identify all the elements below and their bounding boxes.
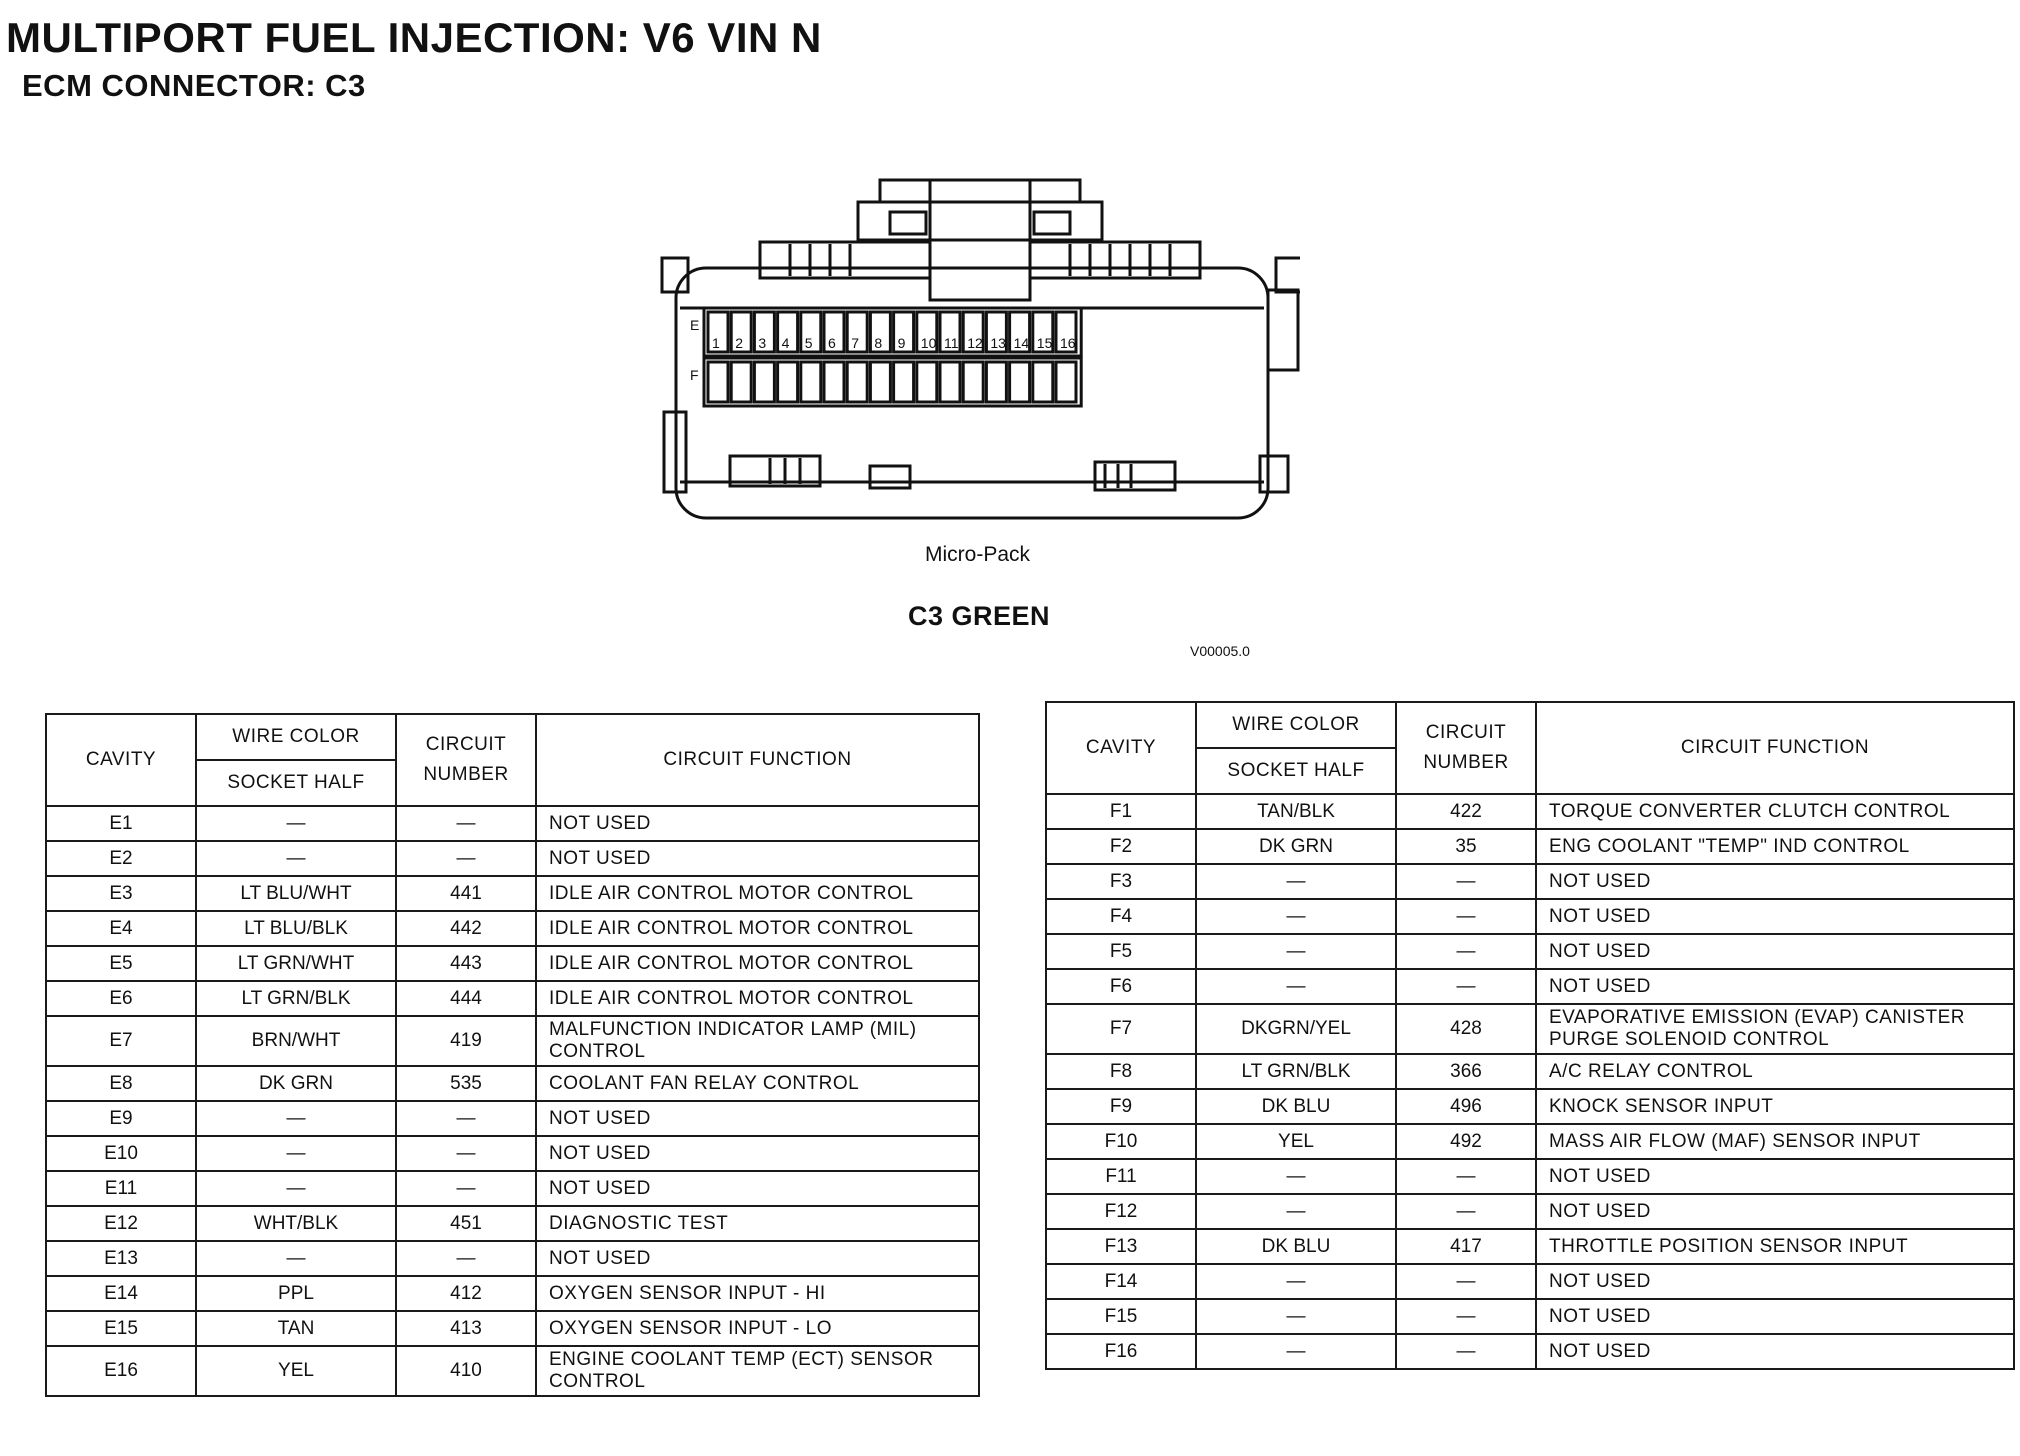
circuit-function-cell: A/C RELAY CONTROL bbox=[1536, 1054, 2014, 1089]
header-cavity: CAVITY bbox=[46, 714, 196, 806]
cavity-cell: E3 bbox=[46, 876, 196, 911]
circuit-function-cell: NOT USED bbox=[536, 806, 979, 841]
circuit-number-cell: — bbox=[1396, 1334, 1536, 1369]
pin-number-label: 10 bbox=[920, 335, 937, 351]
circuit-number-cell: 535 bbox=[396, 1066, 536, 1101]
cavity-cell: F6 bbox=[1046, 969, 1196, 1004]
header-wire-color: WIRE COLOR bbox=[196, 714, 396, 760]
wire-color-cell: DK BLU bbox=[1196, 1229, 1396, 1264]
table-row bbox=[46, 946, 979, 981]
wire-color-cell: — bbox=[1196, 1334, 1396, 1369]
cavity-cell: F13 bbox=[1046, 1229, 1196, 1264]
wire-color-cell: — bbox=[196, 841, 396, 876]
circuit-function-cell: IDLE AIR CONTROL MOTOR CONTROL bbox=[536, 946, 979, 981]
circuit-function-cell: TORQUE CONVERTER CLUTCH CONTROL bbox=[1536, 794, 2014, 829]
cavity-cell: F5 bbox=[1046, 934, 1196, 969]
header-socket-half: SOCKET HALF bbox=[196, 760, 396, 806]
circuit-function-cell: MASS AIR FLOW (MAF) SENSOR INPUT bbox=[1536, 1124, 2014, 1159]
pin-cavity bbox=[731, 362, 751, 402]
table-row bbox=[46, 1311, 979, 1346]
wire-color-cell: WHT/BLK bbox=[196, 1206, 396, 1241]
diagram-caption: Micro-Pack bbox=[925, 543, 1031, 566]
circuit-number-cell: 492 bbox=[1396, 1124, 1536, 1159]
wire-color-cell: LT GRN/WHT bbox=[196, 946, 396, 981]
pin-cavity bbox=[824, 362, 844, 402]
circuit-function-cell: OXYGEN SENSOR INPUT - HI bbox=[536, 1276, 979, 1311]
cavity-cell: F16 bbox=[1046, 1334, 1196, 1369]
wire-color-cell: DK GRN bbox=[1196, 829, 1396, 864]
table-row bbox=[46, 1346, 979, 1396]
page-title: MULTIPORT FUEL INJECTION: V6 VIN N bbox=[6, 14, 822, 61]
pin-number-label: 11 bbox=[944, 335, 959, 351]
pin-number-label: 12 bbox=[967, 335, 983, 351]
table-row bbox=[46, 1276, 979, 1311]
wire-color-cell: LT BLU/BLK bbox=[196, 911, 396, 946]
circuit-function-cell: NOT USED bbox=[1536, 1334, 2014, 1369]
circuit-number-cell: 413 bbox=[396, 1311, 536, 1346]
cavity-cell: E5 bbox=[46, 946, 196, 981]
pin-number-label: 2 bbox=[735, 335, 743, 351]
pin-number-label: 14 bbox=[1013, 335, 1030, 351]
table-row bbox=[1046, 1229, 2014, 1264]
circuit-number-cell: 428 bbox=[1396, 1004, 1536, 1054]
header-circuit-number: CIRCUIT NUMBER bbox=[396, 714, 536, 806]
table-row bbox=[1046, 1334, 2014, 1369]
cavity-cell: E7 bbox=[46, 1016, 196, 1066]
circuit-number-cell: 419 bbox=[396, 1016, 536, 1066]
wire-color-cell: BRN/WHT bbox=[196, 1016, 396, 1066]
cavity-cell: E1 bbox=[46, 806, 196, 841]
table-row bbox=[1046, 1299, 2014, 1334]
table-row bbox=[46, 841, 979, 876]
table-row bbox=[1046, 1089, 2014, 1124]
circuit-function-cell: NOT USED bbox=[1536, 934, 2014, 969]
circuit-function-cell: NOT USED bbox=[1536, 864, 2014, 899]
connector-diagram bbox=[640, 160, 1300, 540]
circuit-function-cell: EVAPORATIVE EMISSION (EVAP) CANISTER PURGE SOLENOID CONTROL bbox=[1536, 1004, 2014, 1054]
circuit-number-cell: 412 bbox=[396, 1276, 536, 1311]
cavity-cell: E10 bbox=[46, 1136, 196, 1171]
pin-cavity bbox=[708, 362, 728, 402]
wire-color-cell: DKGRN/YEL bbox=[1196, 1004, 1396, 1054]
circuit-function-cell: NOT USED bbox=[536, 1101, 979, 1136]
circuit-function-cell: NOT USED bbox=[1536, 1194, 2014, 1229]
pin-cavity bbox=[1033, 362, 1053, 402]
circuit-function-cell: IDLE AIR CONTROL MOTOR CONTROL bbox=[536, 911, 979, 946]
cavity-cell: F11 bbox=[1046, 1159, 1196, 1194]
pin-number-label: 6 bbox=[828, 335, 836, 351]
cavity-cell: F2 bbox=[1046, 829, 1196, 864]
ear-bottom-right bbox=[1260, 456, 1288, 492]
table-row bbox=[1046, 1194, 2014, 1229]
pin-row-label: F bbox=[690, 367, 699, 383]
cavity-cell: E8 bbox=[46, 1066, 196, 1101]
pin-number-label: 3 bbox=[758, 335, 767, 351]
table-row bbox=[1046, 934, 2014, 969]
rib-lines-left bbox=[790, 244, 850, 276]
wire-color-cell: — bbox=[1196, 934, 1396, 969]
cavity-cell: E2 bbox=[46, 841, 196, 876]
pinout-table-f bbox=[1045, 701, 2015, 1370]
cavity-cell: F15 bbox=[1046, 1299, 1196, 1334]
cavity-cell: F14 bbox=[1046, 1264, 1196, 1299]
cavity-cell: E16 bbox=[46, 1346, 196, 1396]
key-left-lines bbox=[770, 458, 800, 484]
header-circuit-number: CIRCUIT NUMBER bbox=[1396, 702, 1536, 794]
cavity-cell: F4 bbox=[1046, 899, 1196, 934]
pin-number-label: 7 bbox=[851, 335, 859, 351]
wire-color-cell: — bbox=[1196, 1159, 1396, 1194]
circuit-number-cell: — bbox=[396, 1136, 536, 1171]
table-row bbox=[46, 1066, 979, 1101]
cavity-cell: F8 bbox=[1046, 1054, 1196, 1089]
circuit-function-cell: THROTTLE POSITION SENSOR INPUT bbox=[1536, 1229, 2014, 1264]
circuit-number-cell: 422 bbox=[1396, 794, 1536, 829]
circuit-function-cell: IDLE AIR CONTROL MOTOR CONTROL bbox=[536, 876, 979, 911]
wire-color-cell: TAN bbox=[196, 1311, 396, 1346]
circuit-number-cell: — bbox=[396, 1171, 536, 1206]
pin-cavity bbox=[963, 362, 983, 402]
wire-color-cell: — bbox=[1196, 1264, 1396, 1299]
ear-top-right bbox=[1276, 258, 1300, 292]
circuit-function-cell: NOT USED bbox=[536, 1171, 979, 1206]
cavity-cell: E14 bbox=[46, 1276, 196, 1311]
circuit-function-cell: OXYGEN SENSOR INPUT - LO bbox=[536, 1311, 979, 1346]
wire-color-cell: — bbox=[1196, 1194, 1396, 1229]
wire-color-cell: — bbox=[196, 1241, 396, 1276]
key-notch bbox=[870, 466, 910, 488]
circuit-number-cell: 441 bbox=[396, 876, 536, 911]
circuit-number-cell: — bbox=[396, 806, 536, 841]
pin-cavity bbox=[894, 362, 914, 402]
pin-number-label: 15 bbox=[1036, 335, 1053, 351]
header-cavity: CAVITY bbox=[1046, 702, 1196, 794]
circuit-function-cell: MALFUNCTION INDICATOR LAMP (MIL) CONTROL bbox=[536, 1016, 979, 1066]
wire-color-cell: — bbox=[1196, 969, 1396, 1004]
wire-color-cell: — bbox=[1196, 899, 1396, 934]
table-row bbox=[46, 1206, 979, 1241]
wire-color-cell: TAN/BLK bbox=[1196, 794, 1396, 829]
circuit-number-cell: — bbox=[1396, 899, 1536, 934]
wire-color-cell: DK BLU bbox=[1196, 1089, 1396, 1124]
wire-color-cell: LT GRN/BLK bbox=[1196, 1054, 1396, 1089]
figure-code: V00005.0 bbox=[1190, 643, 1250, 659]
ear-right bbox=[1268, 290, 1298, 370]
circuit-function-cell: NOT USED bbox=[1536, 899, 2014, 934]
table-row bbox=[1046, 969, 2014, 1004]
circuit-number-cell: 417 bbox=[1396, 1229, 1536, 1264]
cavity-cell: E6 bbox=[46, 981, 196, 1016]
pin-row-label: E bbox=[690, 317, 700, 333]
wire-color-cell: — bbox=[1196, 1299, 1396, 1334]
table-row bbox=[46, 981, 979, 1016]
cavity-cell: E9 bbox=[46, 1101, 196, 1136]
circuit-number-cell: 443 bbox=[396, 946, 536, 981]
circuit-number-cell: — bbox=[1396, 1264, 1536, 1299]
circuit-number-cell: 444 bbox=[396, 981, 536, 1016]
table-row bbox=[46, 911, 979, 946]
rib-left bbox=[760, 242, 930, 278]
rib-lines-right bbox=[1070, 244, 1170, 276]
cavity-cell: E15 bbox=[46, 1311, 196, 1346]
circuit-number-cell: 35 bbox=[1396, 829, 1536, 864]
table-row bbox=[1046, 899, 2014, 934]
table-row bbox=[46, 876, 979, 911]
circuit-function-cell: ENG COOLANT "TEMP" IND CONTROL bbox=[1536, 829, 2014, 864]
cavity-cell: F7 bbox=[1046, 1004, 1196, 1054]
cavity-cell: F12 bbox=[1046, 1194, 1196, 1229]
circuit-function-cell: NOT USED bbox=[536, 1241, 979, 1276]
table-row bbox=[1046, 794, 2014, 829]
pin-cavity bbox=[778, 362, 798, 402]
header-circuit-function: CIRCUIT FUNCTION bbox=[536, 714, 979, 806]
latch-top bbox=[880, 180, 1080, 202]
table-row bbox=[46, 1171, 979, 1206]
ear-top-left bbox=[662, 258, 688, 292]
pin-number-label: 5 bbox=[804, 335, 813, 351]
wire-color-cell: — bbox=[196, 1101, 396, 1136]
wire-color-cell: — bbox=[1196, 864, 1396, 899]
header-wire-color: WIRE COLOR bbox=[1196, 702, 1396, 748]
pin-cavity bbox=[801, 362, 821, 402]
table-row bbox=[46, 806, 979, 841]
pin-number-label: 13 bbox=[990, 335, 1006, 351]
cavity-cell: E4 bbox=[46, 911, 196, 946]
table-row bbox=[46, 1241, 979, 1276]
key-right bbox=[1095, 462, 1175, 490]
wire-color-cell: DK GRN bbox=[196, 1066, 396, 1101]
cavity-cell: F3 bbox=[1046, 864, 1196, 899]
circuit-number-cell: — bbox=[1396, 864, 1536, 899]
latch-slot-right bbox=[1034, 212, 1070, 234]
circuit-number-cell: — bbox=[1396, 969, 1536, 1004]
circuit-function-cell: KNOCK SENSOR INPUT bbox=[1536, 1089, 2014, 1124]
connector-color-label: C3 GREEN bbox=[908, 601, 1051, 631]
circuit-number-cell: 442 bbox=[396, 911, 536, 946]
wire-color-cell: LT BLU/WHT bbox=[196, 876, 396, 911]
cavity-cell: F1 bbox=[1046, 794, 1196, 829]
circuit-number-cell: — bbox=[1396, 1159, 1536, 1194]
circuit-function-cell: NOT USED bbox=[1536, 969, 2014, 1004]
wire-color-cell: — bbox=[196, 1171, 396, 1206]
circuit-number-cell: — bbox=[396, 841, 536, 876]
key-right-lines bbox=[1105, 464, 1131, 488]
pin-cavity bbox=[986, 362, 1006, 402]
circuit-number-cell: — bbox=[396, 1241, 536, 1276]
circuit-number-cell: 496 bbox=[1396, 1089, 1536, 1124]
rib-right bbox=[1030, 242, 1200, 278]
table-row bbox=[46, 1101, 979, 1136]
wire-color-cell: PPL bbox=[196, 1276, 396, 1311]
table-row bbox=[1046, 1004, 2014, 1054]
pin-cavity bbox=[1056, 362, 1076, 402]
circuit-function-cell: NOT USED bbox=[1536, 1159, 2014, 1194]
circuit-function-cell: NOT USED bbox=[1536, 1299, 2014, 1334]
circuit-number-cell: 451 bbox=[396, 1206, 536, 1241]
circuit-number-cell: 366 bbox=[1396, 1054, 1536, 1089]
pin-cavity bbox=[940, 362, 960, 402]
circuit-number-cell: — bbox=[396, 1101, 536, 1136]
latch-slot-left bbox=[890, 212, 926, 234]
wire-color-cell: LT GRN/BLK bbox=[196, 981, 396, 1016]
circuit-function-cell: IDLE AIR CONTROL MOTOR CONTROL bbox=[536, 981, 979, 1016]
wire-color-cell: YEL bbox=[1196, 1124, 1396, 1159]
wire-color-cell: YEL bbox=[196, 1346, 396, 1396]
circuit-function-cell: COOLANT FAN RELAY CONTROL bbox=[536, 1066, 979, 1101]
circuit-function-cell: ENGINE COOLANT TEMP (ECT) SENSOR CONTROL bbox=[536, 1346, 979, 1396]
table-row bbox=[46, 1016, 979, 1066]
circuit-number-cell: — bbox=[1396, 1299, 1536, 1334]
cavity-cell: F9 bbox=[1046, 1089, 1196, 1124]
pin-cavity bbox=[1010, 362, 1030, 402]
table-row bbox=[1046, 864, 2014, 899]
table-row bbox=[1046, 1054, 2014, 1089]
table-row bbox=[1046, 1159, 2014, 1194]
pin-number-label: 16 bbox=[1060, 335, 1076, 351]
table-row bbox=[1046, 1124, 2014, 1159]
pin-cavity bbox=[917, 362, 937, 402]
cavity-cell: E11 bbox=[46, 1171, 196, 1206]
circuit-function-cell: NOT USED bbox=[536, 841, 979, 876]
pin-number-label: 4 bbox=[781, 335, 790, 351]
wire-color-cell: — bbox=[196, 1136, 396, 1171]
circuit-number-cell: — bbox=[1396, 934, 1536, 969]
cavity-cell: E12 bbox=[46, 1206, 196, 1241]
circuit-function-cell: DIAGNOSTIC TEST bbox=[536, 1206, 979, 1241]
page-subtitle: ECM CONNECTOR: C3 bbox=[22, 68, 366, 103]
table-row bbox=[46, 1136, 979, 1171]
pin-cavity bbox=[870, 362, 890, 402]
wire-color-cell: — bbox=[196, 806, 396, 841]
header-circuit-function: CIRCUIT FUNCTION bbox=[1536, 702, 2014, 794]
circuit-number-cell: 410 bbox=[396, 1346, 536, 1396]
pin-number-label: 1 bbox=[712, 335, 720, 351]
cavity-cell: F10 bbox=[1046, 1124, 1196, 1159]
circuit-function-cell: NOT USED bbox=[1536, 1264, 2014, 1299]
pin-number-label: 8 bbox=[874, 335, 883, 351]
table-row bbox=[1046, 1264, 2014, 1299]
circuit-number-cell: — bbox=[1396, 1194, 1536, 1229]
pin-number-label: 9 bbox=[897, 335, 906, 351]
table-row bbox=[1046, 829, 2014, 864]
pin-cavity bbox=[754, 362, 774, 402]
pin-cavity bbox=[847, 362, 867, 402]
circuit-function-cell: NOT USED bbox=[536, 1136, 979, 1171]
pinout-table-e bbox=[45, 713, 980, 1397]
header-socket-half: SOCKET HALF bbox=[1196, 748, 1396, 794]
cavity-cell: E13 bbox=[46, 1241, 196, 1276]
